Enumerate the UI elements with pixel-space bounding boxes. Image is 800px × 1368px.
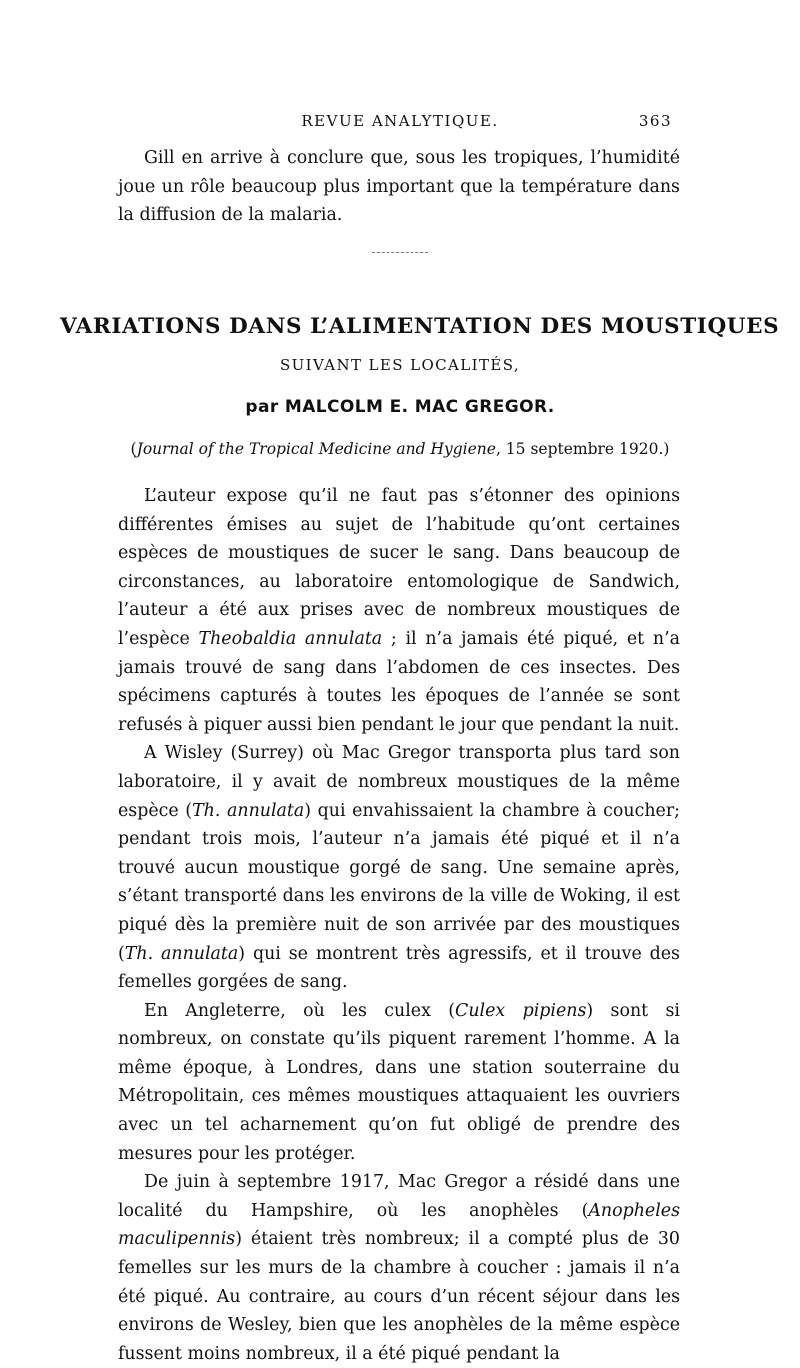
article-source [60, 440, 740, 458]
body-paragraph-3: En Angleterre, où les culex (Culex pipiens) sont si nombreux, on constate qu’ils piquent rarement l’homme. A la même époque, à Londres, dans une station souterraine du Métropolitain, ces mêmes moustiques attaquaient les ouvriers avec un tel acharnement qu’on fut obligé de prendre des mesures pour les protéger. [118, 1000, 680, 1164]
body-paragraph-4: De juin à septembre 1917, Mac Gregor a résidé dans une localité du Hampshire, où les anophèles (Anopheles maculipennis) étaient très nombreux; il a compté plus de 30 femelles sur les murs de la chambre à coucher : jamais il n’a été piqué. Au contraire, au cours d’un récent séjour dans les environs de Wesley, bien que les anophèles de la même espèce fussent moins nombreux, il a été piqué pendant la [118, 1172, 680, 1364]
intro-paragraph-text: Gill en arrive à conclure que, sous les tropiques, l’humidité joue un rôle beaucoup plus important que la température dans la diffusion de la malaria. [118, 148, 680, 226]
running-head [0, 112, 800, 138]
species-name: Th. annulata [192, 800, 305, 821]
source-journal: Journal of the Tropical Medicine and Hygiene [136, 440, 496, 458]
article-title: VARIATIONS DANS L’ALIMENTATION DES MOUSTIQUES [60, 314, 780, 339]
source-open-paren: ( [130, 440, 137, 458]
running-title: REVUE ANALYTIQUE. [301, 112, 499, 130]
source-date: , 15 septembre 1920.) [495, 440, 670, 458]
page-number: 363 [638, 112, 672, 130]
species-name: Anopheles maculipennis [118, 1200, 680, 1250]
section-divider [372, 252, 428, 253]
body-paragraph-2: A Wisley (Surrey) où Mac Gregor transporta plus tard son laboratoire, il y avait de nombreux moustiques de la même espèce (Th. annulata) qui envahissaient la chambre à coucher; pendant trois mois, l’auteur n’a jamais été piqué et il n’a trouvé aucun moustique gorgé de sang. Une semaine après, s’étant transporté dans les environs de la ville de Woking, il est piqué dès la première nuit de son arrivée par des moustiques (Th. annulata) qui se montrent très agressifs, et il trouve des femelles gorgées de sang. [118, 743, 680, 993]
species-name: Culex pipiens [455, 1000, 587, 1021]
article-subtitle: SUIVANT LES LOCALITÉS, [279, 356, 521, 374]
species-name: Th. annulata [124, 943, 239, 964]
body-paragraph-1: L’auteur expose qu’il ne faut pas s’étonner des opinions différentes émises au sujet de l’habitude qu’ont certaines espèces de moustiques de sucer le sang. Dans beaucoup de circonstances, au laboratoire entomologique de Sandwich, l’auteur a été aux prises avec de nombreux moustiques de l’espèce Theobaldia annulata ; il n’a jamais été piqué, et n’a jamais trouvé de sang dans l’abdomen de ces insectes. Des spécimens capturés à toutes les époques de l’année se sont refusés à piquer aussi bien pendant le jour que pendant la nuit. [118, 486, 680, 735]
article-body [118, 482, 680, 1368]
intro-paragraph [118, 144, 680, 230]
article-author: par MALCOLM E. MAC GREGOR. [245, 397, 555, 417]
species-name: Theobaldia annulata [198, 628, 383, 649]
